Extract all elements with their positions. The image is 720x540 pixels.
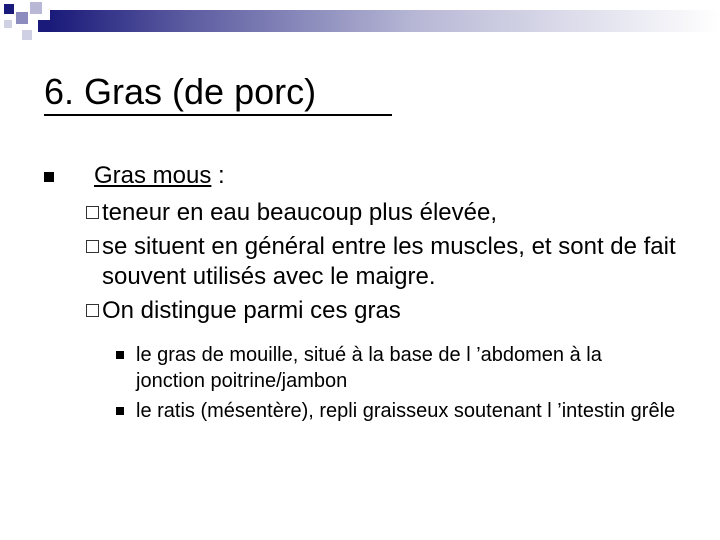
decor-square-icon <box>4 20 12 28</box>
subpoint-text: teneur en eau beaucoup plus élevée, <box>102 199 497 226</box>
filled-square-bullet-icon <box>44 172 54 182</box>
bullet-text <box>94 160 225 192</box>
list-item <box>116 398 676 424</box>
slide-title: 6. Gras (de porc) <box>44 71 317 112</box>
list-item <box>86 296 686 326</box>
filled-square-bullet-icon <box>116 407 124 415</box>
header-gradient-bar <box>50 10 720 32</box>
decor-square-icon <box>22 30 32 40</box>
list-item <box>86 198 686 228</box>
subpoint-text: On distingue parmi ces gras <box>102 297 401 324</box>
decor-square-icon <box>16 12 28 24</box>
subpoint-list <box>86 198 686 330</box>
bullet-heading: Gras mous <box>94 162 212 189</box>
list-item <box>86 232 686 292</box>
bullet-heading-suffix: : <box>211 162 225 189</box>
decor-square-icon <box>38 20 50 32</box>
detail-text: le gras de mouille, situé à la base de l ’abdomen à la jonction poitrine/jambon <box>136 344 602 392</box>
subpoint-text: se situent en général entre les muscles, et sont de fait souvent utilisés avec le maigre. <box>102 233 676 290</box>
hollow-square-bullet-icon <box>86 304 99 317</box>
title-underline <box>44 114 392 116</box>
decor-square-icon <box>30 2 42 14</box>
decor-square-icon <box>4 4 14 14</box>
filled-square-bullet-icon <box>116 351 124 359</box>
detail-list <box>116 342 676 428</box>
hollow-square-bullet-icon <box>86 206 99 219</box>
slide-decoration <box>0 0 720 50</box>
detail-text: le ratis (mésentère), repli graisseux soutenant l ’intestin grêle <box>136 400 676 422</box>
hollow-square-bullet-icon <box>86 240 99 253</box>
bullet-level1 <box>44 160 225 192</box>
list-item <box>116 342 676 394</box>
